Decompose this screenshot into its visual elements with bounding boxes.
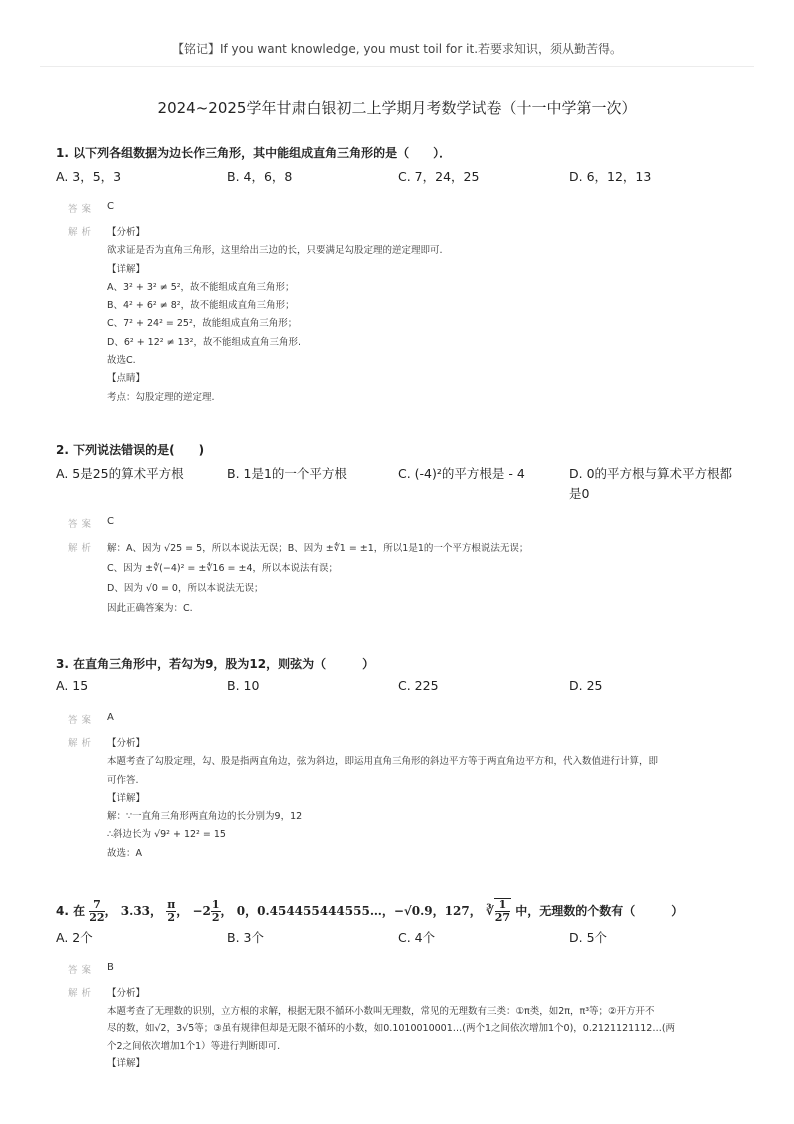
option-b: B. 4，6，8 [227, 169, 293, 184]
analysis-line: 考点：勾股定理的逆定理. [107, 391, 215, 403]
question-3-stem: 3. 在直角三角形中，若勾为9，股为12，则弦为（ ） [56, 657, 375, 671]
analysis-line: D、6² + 12² ≠ 13²，故不能组成直角三角形. [107, 336, 301, 348]
option-d: D. 5个 [569, 930, 608, 945]
option-a: A. 3，5，3 [56, 169, 122, 184]
option-a: A. 5是25的算术平方根 [56, 466, 184, 481]
numerator: 1 [211, 898, 220, 911]
question-1-options [56, 167, 756, 187]
analysis-line: 本题考查了无理数的识别，立方根的求解，根据无限不循环小数叫无理数，常见的无理数有三类：①π类，如2π，π³等；②开方开不 [107, 1005, 655, 1017]
denominator: 2 [167, 911, 176, 924]
analysis-label: 解析 [68, 738, 96, 749]
analysis-block [56, 735, 756, 863]
analysis-line: A、3² + 3² ≠ 5²，故不能组成直角三角形； [107, 281, 295, 293]
denominator: 22 [89, 911, 105, 924]
analysis-line: C、7² + 24² = 25²，故能组成直角三角形； [107, 318, 298, 330]
analysis-line: C、因为 ±∜(−4)² = ±∜16 = ±4，所以本说法有误； [107, 563, 338, 574]
header-motto: 【铭记】If you want knowledge, you must toil for it.若要求知识，须从勤苦得。 [171, 42, 623, 56]
analysis-line: 解：A、因为 √25 = 5，所以本说法无误；B、因为 ±∜1 = ±1，所以1是1的一个平方根说法无误； [107, 543, 529, 554]
option-b: B. 1是1的一个平方根 [227, 466, 347, 481]
analysis-label: 解析 [68, 988, 96, 999]
question-2-stem: 2. 下列说法错误的是( ) [56, 443, 205, 457]
option-d: D. 0的平方根与算术平方根都是0 [569, 466, 733, 501]
answer-row [56, 516, 756, 530]
question-4-stem: 4. 在 $\frac{7}{22}$ ， 3.33， $\frac{\pi}{2}$ ， −2 $\frac{1}{2}$ ， 0，0.454455444555…，−√0.9，127， ∛ $\frac{1}{27}$ 中，无理数的个数有（ ） [56, 898, 684, 924]
analysis-line: 尽的数，如√2，3√5等；③虽有规律但却是无限不循环的小数，如0.1010010001…(两个1之间依次增加1个0)，0.2121121112…(两 [107, 1023, 676, 1034]
analysis-line: 【分析】 [107, 988, 146, 999]
header-divider [40, 66, 754, 67]
numerator: π [167, 898, 176, 911]
answer-label: 答案 [68, 715, 96, 726]
answer-label: 答案 [68, 204, 96, 215]
question-1-stem: 1. 以下列各组数据为边长作三角形，其中能组成直角三角形的是（ ）． [56, 146, 452, 160]
answer-value: B [107, 962, 114, 973]
option-c: C. 7，24，25 [398, 169, 480, 184]
analysis-line: 【详解】 [107, 792, 146, 804]
fraction [495, 899, 510, 924]
analysis-line: 个2之间依次增加1个1）等进行判断即可. [107, 1040, 281, 1052]
question-4-term: −2 [192, 904, 211, 918]
analysis-line: 解：∵一直角三角形两直角边的长分别为9，12 [107, 811, 303, 823]
analysis-line: 故选：A [107, 847, 142, 859]
option-b: B. 3个 [227, 930, 264, 945]
option-a: A. 15 [56, 678, 89, 693]
analysis-label: 解析 [68, 227, 96, 238]
denominator: 27 [494, 911, 511, 924]
answer-value: A [107, 712, 114, 723]
answer-value: C [107, 516, 114, 527]
fraction [166, 899, 176, 924]
question-2-options [56, 464, 756, 502]
answer-row [56, 201, 756, 215]
numerator: 7 [89, 899, 104, 912]
option-d: D. 6，12，13 [569, 169, 652, 184]
analysis-line: 本题考查了勾股定理，勾、股是指两直角边，弦为斜边，即运用直角三角形的斜边平方等于两直角边平方和，代入数值进行计算，即 [107, 756, 659, 768]
analysis-line: 【点睛】 [107, 373, 146, 385]
question-1 [56, 144, 756, 407]
numerator: 1 [495, 899, 510, 912]
answer-row [56, 962, 756, 976]
analysis-line: 故选C. [107, 355, 136, 367]
question-2 [56, 441, 756, 619]
analysis-line: B、4² + 6² ≠ 8²，故不能组成直角三角形； [107, 300, 295, 312]
analysis-block [56, 224, 756, 407]
option-c: C. (-4)²的平方根是 - 4 [398, 466, 525, 481]
analysis-line: 【分析】 [107, 227, 146, 238]
question-4-term: 0，0.454455444555…，−√0.9，127， [236, 904, 482, 918]
option-c: C. 4个 [398, 930, 436, 945]
analysis-line: 欲求证是否为直角三角形，这里给出三边的长，只要满足勾股定理的逆定理即可. [107, 245, 443, 257]
analysis-line: 【分析】 [107, 738, 146, 749]
question-3 [56, 655, 756, 863]
page-title: 2024~2025学年甘肃白银初二上学期月考数学试卷（十一中学第一次） [157, 99, 637, 117]
analysis-block [56, 985, 756, 1073]
cube-root-sign: ∛ [485, 904, 494, 918]
analysis-line: ∴斜边长为 √9² + 12² = 15 [107, 829, 226, 841]
analysis-line: 【详解】 [107, 1058, 146, 1069]
question-4-stem-suffix: 中，无理数的个数有（ ） [515, 904, 684, 918]
answer-value: C [107, 201, 114, 212]
question-3-options [56, 678, 756, 698]
fraction [211, 899, 221, 924]
answer-label: 答案 [68, 965, 96, 976]
question-4-options [56, 928, 756, 948]
analysis-line: D、因为 √0 = 0，所以本说法无误； [107, 583, 264, 594]
denominator: 2 [211, 911, 220, 924]
option-a: A. 2个 [56, 930, 93, 945]
analysis-line: 【详解】 [107, 263, 146, 275]
fraction [89, 899, 104, 924]
option-b: B. 10 [227, 678, 260, 693]
analysis-line: 可作答. [107, 774, 139, 786]
option-d: D. 25 [569, 678, 603, 693]
analysis-label: 解析 [68, 543, 96, 554]
analysis-block [56, 539, 756, 619]
question-4 [56, 898, 756, 1073]
question-4-term: 3.33， [120, 904, 163, 918]
question-4-stem-prefix: 4. 在 [56, 904, 86, 918]
option-c: C. 225 [398, 678, 439, 693]
answer-row [56, 712, 756, 726]
answer-label: 答案 [68, 519, 96, 530]
analysis-line: 因此正确答案为：C. [107, 603, 193, 614]
